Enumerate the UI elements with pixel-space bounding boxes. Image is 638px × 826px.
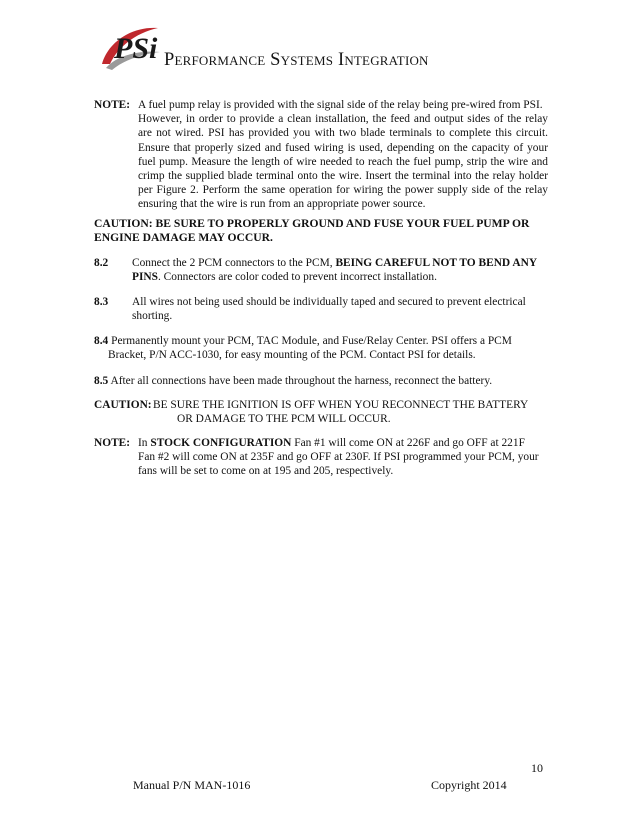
step-text-line2: Bracket, P/N ACC-1030, for easy mounting of the PCM. Contact PSI for details. — [108, 349, 476, 362]
caution-line2: OR DAMAGE TO THE PCM WILL OCCUR. — [177, 413, 391, 426]
note-first-line: A fuel pump relay is provided with the signal side of the relay being pre-wired from PSI. — [138, 99, 543, 111]
step-number: 8.3 — [94, 296, 109, 308]
footer-manual-number: Manual P/N MAN-1016 — [133, 778, 251, 792]
page-number: 10 — [531, 761, 543, 775]
caution-line1: BE SURE THE IGNITION IS OFF WHEN YOU RECONNECT THE BATTERY — [153, 399, 529, 411]
company-name: Performance Systems Integration — [164, 50, 429, 70]
note-label: NOTE: — [94, 437, 131, 449]
step-text: After all connections have been made throughout the harness, reconnect the battery. — [110, 375, 493, 387]
step-8-4 — [94, 334, 548, 362]
caution-ignition-off — [94, 398, 554, 426]
step-number: 8.4 — [94, 335, 109, 347]
logo-text: PSi — [114, 32, 158, 65]
step-number: 8.5 — [94, 375, 109, 387]
step-text: All wires not being used should be individually taped and secured to prevent electrical shorting. — [132, 296, 526, 323]
step-8-5 — [94, 374, 548, 388]
note-body: However, in order to provide a clean installation, the feed and output sides of the relay are not wired. PSI has provided you with two blade terminals to complete this circuit. Ensure that properly sized and fused wiring is used, depending on the capacity of your fuel pump. Measure the length of wire needed to reach the fuel pump, strip the wire and crimp the supplied blade terminal onto the wire. Insert the terminal into the relay holder per Figure 2. Perform the same operation for wiring the power supply side of the relay ensuring that the wire is run from an appropriate power source. — [138, 113, 548, 211]
step-number: 8.2 — [94, 257, 109, 269]
note-fan-configuration — [94, 436, 548, 479]
note-fuel-pump-relay — [94, 98, 548, 212]
psi-logo — [98, 20, 162, 72]
note-body: Fan #2 will come ON at 235F and go OFF at 230F. If PSI programmed your PCM, your fans will be set to come on at 195 and 205, respectively. — [138, 451, 539, 478]
note-label: NOTE: — [94, 99, 131, 111]
step-8-3 — [94, 295, 548, 323]
step-text-line1: Permanently mount your PCM, TAC Module, and Fuse/Relay Center. PSI offers a PCM — [111, 335, 512, 347]
step-8-2 — [94, 256, 548, 284]
note-first-line: In STOCK CONFIGURATION Fan #1 will come ON at 226F and go OFF at 221F — [138, 437, 525, 449]
caution-label: CAUTION: — [94, 399, 152, 411]
step-text: Connect the 2 PCM connectors to the PCM, BEING CAREFUL NOT TO BEND ANY PINS. Connectors are color coded to prevent incorrect installation. — [132, 257, 537, 284]
caution-ground-fuse: CAUTION: BE SURE TO PROPERLY GROUND AND FUSE YOUR FUEL PUMP OR ENGINE DAMAGE MAY OCCUR. — [94, 217, 530, 245]
footer-copyright: Copyright 2014 — [431, 778, 507, 792]
